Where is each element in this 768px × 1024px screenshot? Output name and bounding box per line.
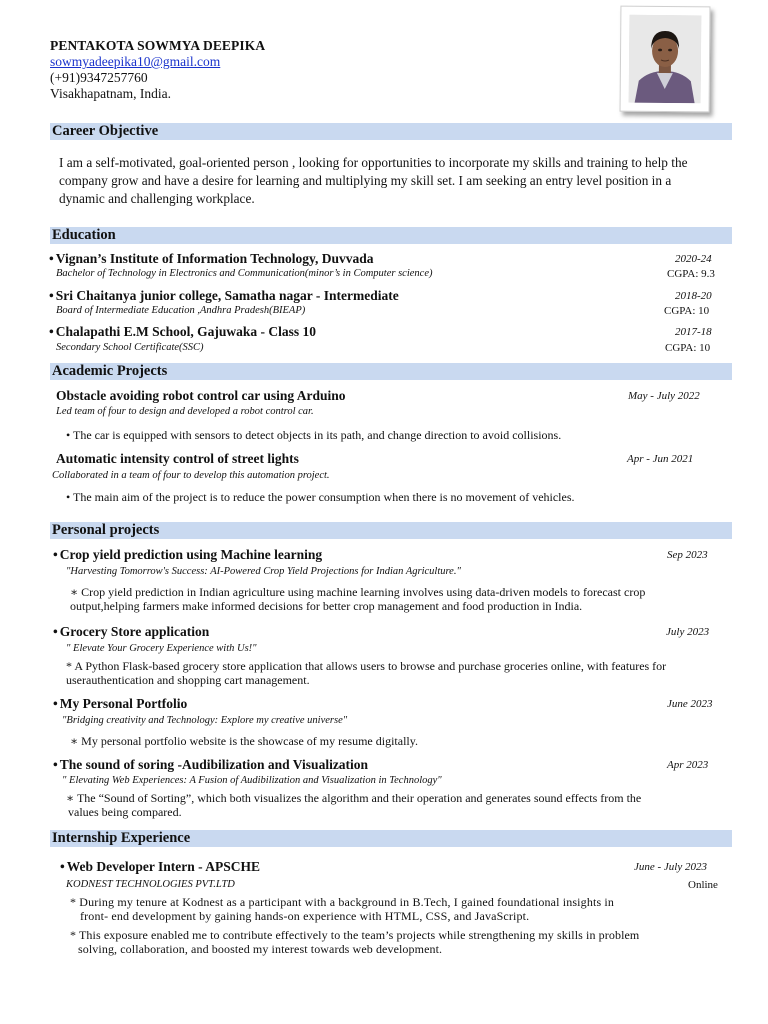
personal-project-title: • Grocery Store application [53,624,210,639]
personal-project-title: • Crop yield prediction using Machine learning [53,547,323,562]
bullet: • [49,288,54,303]
career-objective-text [59,154,688,208]
internship-mode: Online [688,879,718,891]
education-date: 2018-20 [675,290,712,302]
personal-project-title: • My Personal Portfolio [53,696,188,711]
education-date: 2017-18 [675,326,712,338]
education-score: CGPA: 9.3 [667,268,715,280]
location: Visakhapatnam, India. [50,86,172,101]
education-title: • Chalapathi E.M School, Gajuwaka - Class 10 [49,324,317,339]
academic-project-date: May - July 2022 [628,390,700,402]
education-title: • Sri Chaitanya junior college, Samatha nagar - Intermediate [49,288,399,303]
personal-project-desc: ∗ Crop yield prediction in Indian agriculture using machine learning involves using data-driven models to forecast crop output,helping farmers make informed decisions for better crop management and food production in India. [70,585,646,613]
personal-project-date: July 2023 [666,626,710,638]
personal-project-desc: ∗ The “Sound of Sorting”, which both visualizes the algorithm and their operation and generates sound effects from the values being compared. [66,791,642,819]
academic-project-desc: Led team of four to design and developed a robot control car. [56,406,314,417]
personal-project-date: Apr 2023 [667,759,709,771]
internship-company: KODNEST TECHNOLOGIES PVT.LTD [66,879,235,890]
candidate-name: PENTAKOTA SOWMYA DEEPIKA [50,38,266,53]
career-line: company grow and have a desire for learning and multiplying my skill set. I am seeking an entry level position in a [59,173,672,188]
personal-project-date: June 2023 [667,698,713,710]
education-score: CGPA: 10 [665,342,711,354]
personal-project-quote: "Bridging creativity and Technology: Explore my creative universe" [62,715,348,726]
education-date: 2020-24 [675,253,712,265]
personal-project-desc: * A Python Flask-based grocery store application that allows users to browse and purchase groceries online, with features for userauthentication and shopping cart management. [66,659,667,687]
career-line: I am a self-motivated, goal-oriented person , looking for opportunities to incorporate my skills and training to help the [59,155,688,170]
personal-project-quote: " Elevating Web Experiences: A Fusion of Audibilization and Visualization in Technology" [62,775,442,786]
career-line: dynamic and challenging workplace. [59,191,255,206]
education-subtitle: Secondary School Certificate(SSC) [56,342,204,353]
personal-project-quote: " Elevate Your Grocery Experience with Us!" [66,643,257,654]
internship-point: * This exposure enabled me to contribute effectively to the team’s projects while strengthening my skills in problem solving, collaboration, and boosted my interest towards web development. [70,928,640,956]
email-link[interactable]: sowmyadeepika10@gmail.com [50,54,221,69]
academic-project-date: Apr - Jun 2021 [627,453,694,465]
personal-project-desc: ∗ My personal portfolio website is the showcase of my resume digitally. [70,734,418,748]
section-internship: Internship Experience [50,830,732,847]
academic-project-point: • The main aim of the project is to reduce the power consumption when there is no movement of vehicles. [66,490,575,504]
bullet: • [53,757,58,772]
education-score: CGPA: 10 [664,305,710,317]
personal-project-title: • The sound of soring -Audibilization and Visualization [53,757,369,772]
profile-photo [620,6,711,113]
bullet: • [53,696,58,711]
bullet: • [53,624,58,639]
bullet: • [49,324,54,339]
section-personal-projects: Personal projects [50,522,732,539]
internship-point: * During my tenure at Kodnest as a participant with a background in B.Tech, I gained foundational insights in front- end development by gaining hands-on experience with HTML, CSS, and JavaScript. [70,895,615,923]
education-subtitle: Bachelor of Technology in Electronics and Communication(minor’s in Computer science) [56,268,433,279]
academic-project-title: Automatic intensity control of street lights [56,451,299,466]
bullet: • [53,547,58,562]
section-career-objective: Career Objective [50,123,732,140]
education-title: • Vignan’s Institute of Information Technology, Duvvada [49,251,374,266]
academic-project-desc: Collaborated in a team of four to develop this automation project. [52,470,330,481]
profile-photo-image [629,15,702,104]
academic-project-title: Obstacle avoiding robot control car using Arduino [56,388,346,403]
personal-project-quote: "Harvesting Tomorrow's Success: AI-Powered Crop Yield Projections for Indian Agriculture." [66,566,461,577]
section-academic-projects: Academic Projects [50,363,732,380]
personal-project-date: Sep 2023 [667,549,708,561]
phone-number: (+91)9347257760 [50,70,148,85]
education-subtitle: Board of Intermediate Education ,Andhra Pradesh(BIEAP) [56,305,306,316]
bullet: • [60,859,65,874]
academic-project-point: • The car is equipped with sensors to detect objects in its path, and change direction to avoid collisions. [66,428,562,442]
bullet: • [49,251,54,266]
section-education: Education [50,227,732,244]
internship-title: • Web Developer Intern - APSCHE [60,859,260,874]
internship-date: June - July 2023 [634,861,707,873]
